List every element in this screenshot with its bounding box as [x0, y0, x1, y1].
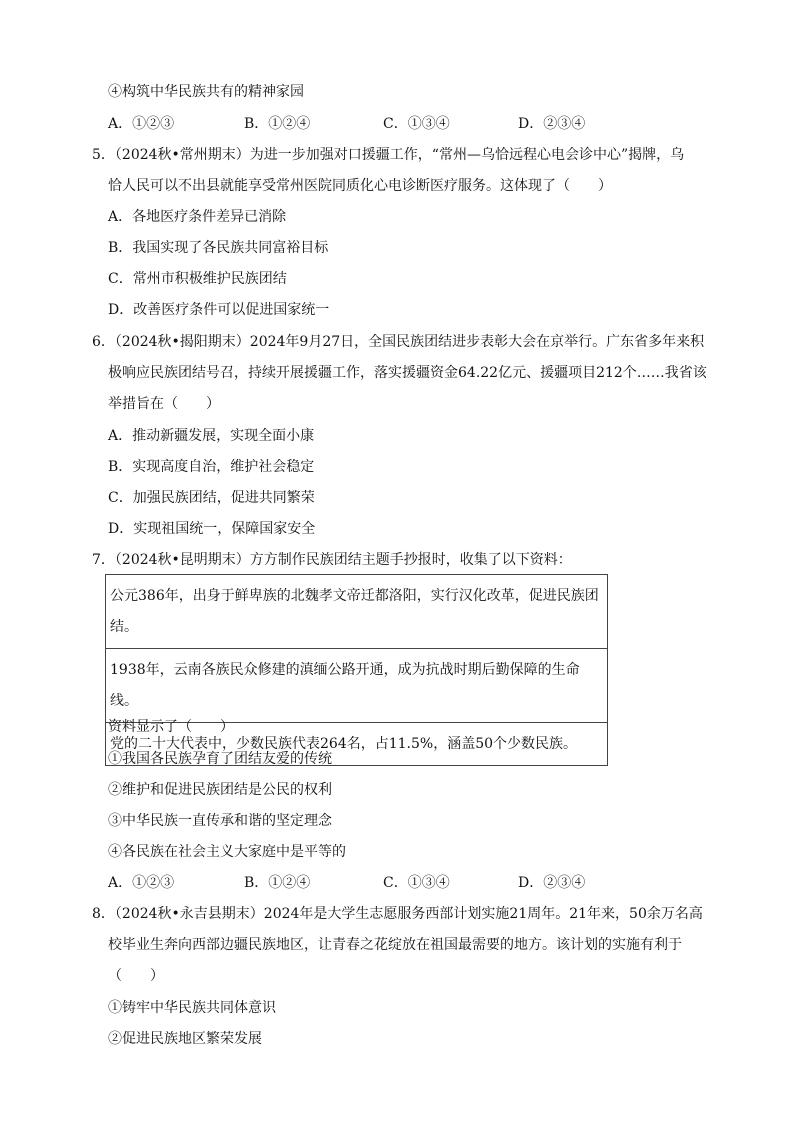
q6-option-c: C．加强民族团结，促进共同繁荣: [108, 490, 315, 506]
q8-stem-line-1: 8．（2024秋•永吉县期末）2024年是大学生志愿服务西部计划实施21周年。21年来，50余万名高: [92, 906, 703, 922]
q4-item-4: ④构筑中华民族共有的精神家园: [108, 84, 304, 100]
q7-material-1: 公元386年，出身于鲜卑族的北魏孝文帝迁都洛阳，实行汉化改革，促进民族团结。: [106, 575, 608, 649]
q8-item-2: ②促进民族地区繁荣发展: [108, 1031, 262, 1047]
q8-stem-line-3: （ ）: [108, 968, 164, 984]
q4-option-c: C．①③④: [383, 116, 450, 132]
q5-option-c: C．常州市积极维护民族团结: [108, 271, 287, 287]
q6-stem-line-3: 举措旨在（ ）: [108, 396, 220, 412]
q8-item-1: ①铸牢中华民族共同体意识: [108, 1000, 276, 1016]
table-row: [106, 649, 608, 723]
q5-option-d: D．改善医疗条件可以促进国家统一: [108, 302, 330, 318]
q7-item-1: ①我国各民族孕育了团结友爱的传统: [108, 751, 332, 767]
q7-item-3: ③中华民族一直传承和谐的坚定理念: [108, 813, 332, 829]
q8-stem-line-2: 校毕业生奔向西部边疆民族地区，让青春之花绽放在祖国最需要的地方。该计划的实施有利于: [108, 937, 682, 953]
q7-option-c: C．①③④: [383, 875, 450, 891]
q4-option-d: D．②③④: [518, 116, 586, 132]
q6-stem-line-2: 极响应民族团结号召，持续开展援疆工作，落实援疆资金64.22亿元、援疆项目212个……我省该: [108, 365, 707, 381]
q7-material-3: 党的二十大代表中，少数民族代表264名，占11.5%，涵盖50个少数民族。: [106, 723, 608, 766]
q4-option-b: B．①②④: [244, 116, 311, 132]
q7-prompt: 资料显示了（ ）: [108, 719, 234, 735]
q5-option-b: B．我国实现了各民族共同富裕目标: [108, 240, 329, 256]
q6-option-a: A．推动新疆发展，实现全面小康: [108, 428, 315, 444]
q6-option-b: B．实现高度自治，维护社会稳定: [108, 459, 315, 475]
q7-option-d: D．②③④: [518, 875, 586, 891]
q7-material-table: [105, 574, 608, 766]
q7-options: [108, 873, 628, 893]
q5-option-a: A．各地医疗条件差异已消除: [108, 209, 287, 225]
q6-stem-line-1: 6．（2024秋•揭阳期末）2024年9月27日，全国民族团结进步表彰大会在京举行。广东省多年来积: [92, 334, 705, 350]
q4-option-a: A．①②③: [108, 116, 175, 132]
table-row: [106, 575, 608, 649]
q7-option-b: B．①②④: [244, 875, 311, 891]
q4-options: [108, 114, 628, 134]
q6-option-d: D．实现祖国统一，保障国家安全: [108, 521, 316, 537]
q7-material-2: 1938年，云南各族民众修建的滇缅公路开通，成为抗战时期后勤保障的生命线。: [106, 649, 608, 723]
q5-stem-line-1: 5．（2024秋•常州期末）为进一步加强对口援疆工作，“常州—乌恰远程心电会诊中心”揭牌，乌: [92, 147, 685, 163]
q7-option-a: A．①②③: [108, 875, 175, 891]
q7-stem: 7．（2024秋•昆明期末）方方制作民族团结主题手抄报时，收集了以下资料：: [92, 552, 572, 568]
q5-stem-line-2: 恰人民可以不出县就能享受常州医院同质化心电诊断医疗服务。这体现了（ ）: [108, 178, 612, 194]
q7-item-4: ④各民族在社会主义大家庭中是平等的: [108, 844, 346, 860]
q7-item-2: ②维护和促进民族团结是公民的权利: [108, 782, 332, 798]
